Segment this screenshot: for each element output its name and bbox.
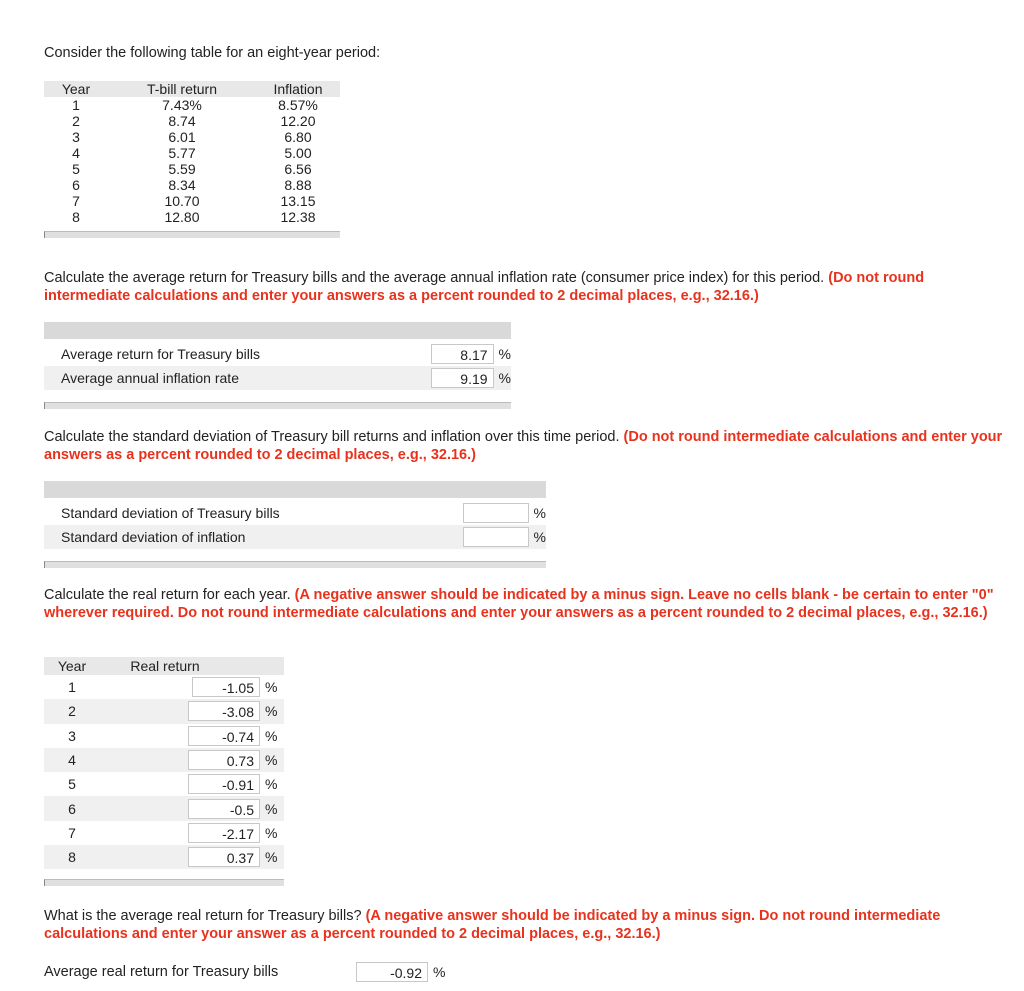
question-3-text: Calculate the real return for each year.	[44, 587, 291, 603]
table-row	[44, 129, 340, 145]
row-year: 2	[68, 703, 76, 720]
table-row	[44, 796, 284, 820]
panel-divider	[44, 561, 546, 568]
cell-tbill: 12.80	[164, 209, 200, 225]
table-header	[44, 81, 340, 97]
data-table	[44, 81, 340, 238]
cell-year: 5	[72, 161, 80, 177]
cell-tbill: 6.01	[168, 129, 196, 145]
cell-year: 1	[72, 97, 80, 113]
cell-year: 2	[72, 113, 80, 129]
row-year: 8	[68, 849, 76, 866]
panel-header-band	[44, 322, 511, 339]
percent-sign: %	[265, 800, 278, 817]
row-year: 1	[68, 679, 76, 696]
question-2	[44, 428, 1004, 464]
question-4	[44, 907, 1004, 943]
table-divider	[44, 231, 340, 238]
question-1-text: Calculate the average return for Treasury bills and the average annual inflation rate (consumer price index) for this period.	[44, 270, 825, 286]
answer-row-sd-tbill	[44, 501, 546, 525]
avg-inflation-label: Average annual inflation rate	[61, 370, 239, 386]
cell-tbill: 5.59	[168, 161, 196, 177]
cell-inflation: 6.56	[284, 161, 312, 177]
sd-tbill-label: Standard deviation of Treasury bills	[61, 505, 280, 521]
table-divider	[44, 879, 284, 886]
question-2-note: (Do not round intermediate calculations and enter your answers as a percent rounded to 2 decimal places, e.g., 32.16.)	[44, 429, 1003, 463]
question-3	[44, 586, 1004, 622]
intro-text: Consider the following table for an eight-year period:	[44, 45, 381, 61]
percent-sign: %	[265, 752, 278, 769]
cell-year: 4	[72, 145, 80, 161]
header-year: Year	[57, 658, 87, 674]
row-year: 7	[68, 824, 76, 841]
table-row	[44, 177, 340, 193]
row-year: 6	[68, 800, 76, 817]
question-2-text: Calculate the standard deviation of Treasury bill returns and inflation over this time period.	[44, 429, 620, 445]
row-year: 4	[68, 752, 76, 769]
percent-sign: %	[433, 964, 446, 980]
answer-row-sd-inflation	[44, 525, 546, 549]
header-real-return: Real return	[130, 658, 200, 674]
real-return-input[interactable]: -0.5	[188, 799, 260, 819]
avg-real-return-input[interactable]: -0.92	[356, 962, 428, 982]
avg-real-return-label: Average real return for Treasury bills	[44, 964, 279, 980]
percent-sign: %	[265, 727, 278, 744]
sd-inflation-input[interactable]	[463, 527, 528, 547]
answer-panel-1	[44, 322, 511, 409]
real-return-input[interactable]: -1.05	[192, 677, 260, 697]
avg-tbill-label: Average return for Treasury bills	[61, 346, 260, 362]
avg-inflation-input[interactable]: 9.19	[431, 368, 494, 388]
percent-sign: %	[265, 703, 278, 720]
cell-tbill: 7.43%	[162, 97, 202, 113]
question-3-note: (A negative answer should be indicated by a minus sign. Leave no cells blank - be certain to enter "0" wherever required. Do not round intermediate calculations and enter your answers as a percent rounded to 2 decimal places, e.g., 32.16.)	[44, 587, 994, 621]
row-year: 3	[68, 727, 76, 744]
percent-sign: %	[265, 849, 278, 866]
table-row	[44, 209, 340, 225]
table-row	[44, 724, 284, 748]
table-row	[44, 113, 340, 129]
cell-inflation: 5.00	[284, 145, 312, 161]
sd-inflation-label: Standard deviation of inflation	[61, 529, 246, 545]
table-row	[44, 161, 340, 177]
real-return-input[interactable]: 0.73	[188, 750, 260, 770]
cell-inflation: 8.57%	[278, 97, 318, 113]
cell-inflation: 12.20	[280, 113, 316, 129]
cell-year: 3	[72, 129, 80, 145]
cell-tbill: 8.74	[168, 113, 196, 129]
panel-divider	[44, 402, 511, 409]
cell-inflation: 13.15	[280, 193, 316, 209]
table-row	[44, 97, 340, 113]
cell-tbill: 5.77	[168, 145, 196, 161]
real-return-table	[44, 657, 284, 886]
table-row	[44, 748, 284, 772]
table-row	[44, 193, 340, 209]
percent-sign: %	[265, 679, 278, 696]
sd-tbill-input[interactable]	[463, 503, 528, 523]
cell-inflation: 8.88	[284, 177, 312, 193]
real-return-input[interactable]: -3.08	[188, 701, 260, 721]
cell-year: 6	[72, 177, 80, 193]
table-row	[44, 821, 284, 845]
question-1-note: (Do not round intermediate calculations and enter your answers as a percent rounded to 2 decimal places, e.g., 32.16.)	[44, 270, 925, 304]
question-1	[44, 269, 1004, 305]
real-return-header	[44, 657, 284, 675]
cell-inflation: 12.38	[280, 209, 316, 225]
answer-row-avg-inflation	[44, 366, 511, 390]
avg-tbill-input[interactable]: 8.17	[431, 344, 494, 364]
header-inflation: Inflation	[273, 81, 323, 97]
answer-panel-2	[44, 481, 546, 568]
real-return-input[interactable]: 0.37	[188, 847, 260, 867]
table-row	[44, 699, 284, 723]
percent-sign: %	[498, 370, 511, 386]
cell-tbill: 8.34	[168, 177, 196, 193]
cell-tbill: 10.70	[164, 193, 200, 209]
header-year: Year	[61, 81, 91, 97]
panel-header-band	[44, 481, 546, 498]
header-tbill: T-bill return	[146, 81, 218, 97]
row-year: 5	[68, 776, 76, 793]
cell-year: 7	[72, 193, 80, 209]
table-row	[44, 845, 284, 869]
answer-row-avg-tbill	[44, 342, 511, 366]
real-return-input[interactable]: -0.74	[188, 726, 260, 746]
percent-sign: %	[265, 824, 278, 841]
cell-inflation: 6.80	[284, 129, 312, 145]
real-return-input[interactable]: -2.17	[188, 823, 260, 843]
percent-sign: %	[533, 505, 546, 521]
question-4-note: (A negative answer should be indicated by a minus sign. Do not round intermediate calculations and enter your answer as a percent rounded to 2 decimal places, e.g., 32.16.)	[44, 908, 941, 942]
percent-sign: %	[533, 529, 546, 545]
table-row	[44, 772, 284, 796]
real-return-input[interactable]: -0.91	[188, 774, 260, 794]
table-row	[44, 675, 284, 699]
answer-row-avg-real-return	[44, 962, 445, 982]
percent-sign: %	[498, 346, 511, 362]
percent-sign: %	[265, 776, 278, 793]
cell-year: 8	[72, 209, 80, 225]
question-4-text: What is the average real return for Treasury bills?	[44, 908, 362, 924]
table-row	[44, 145, 340, 161]
